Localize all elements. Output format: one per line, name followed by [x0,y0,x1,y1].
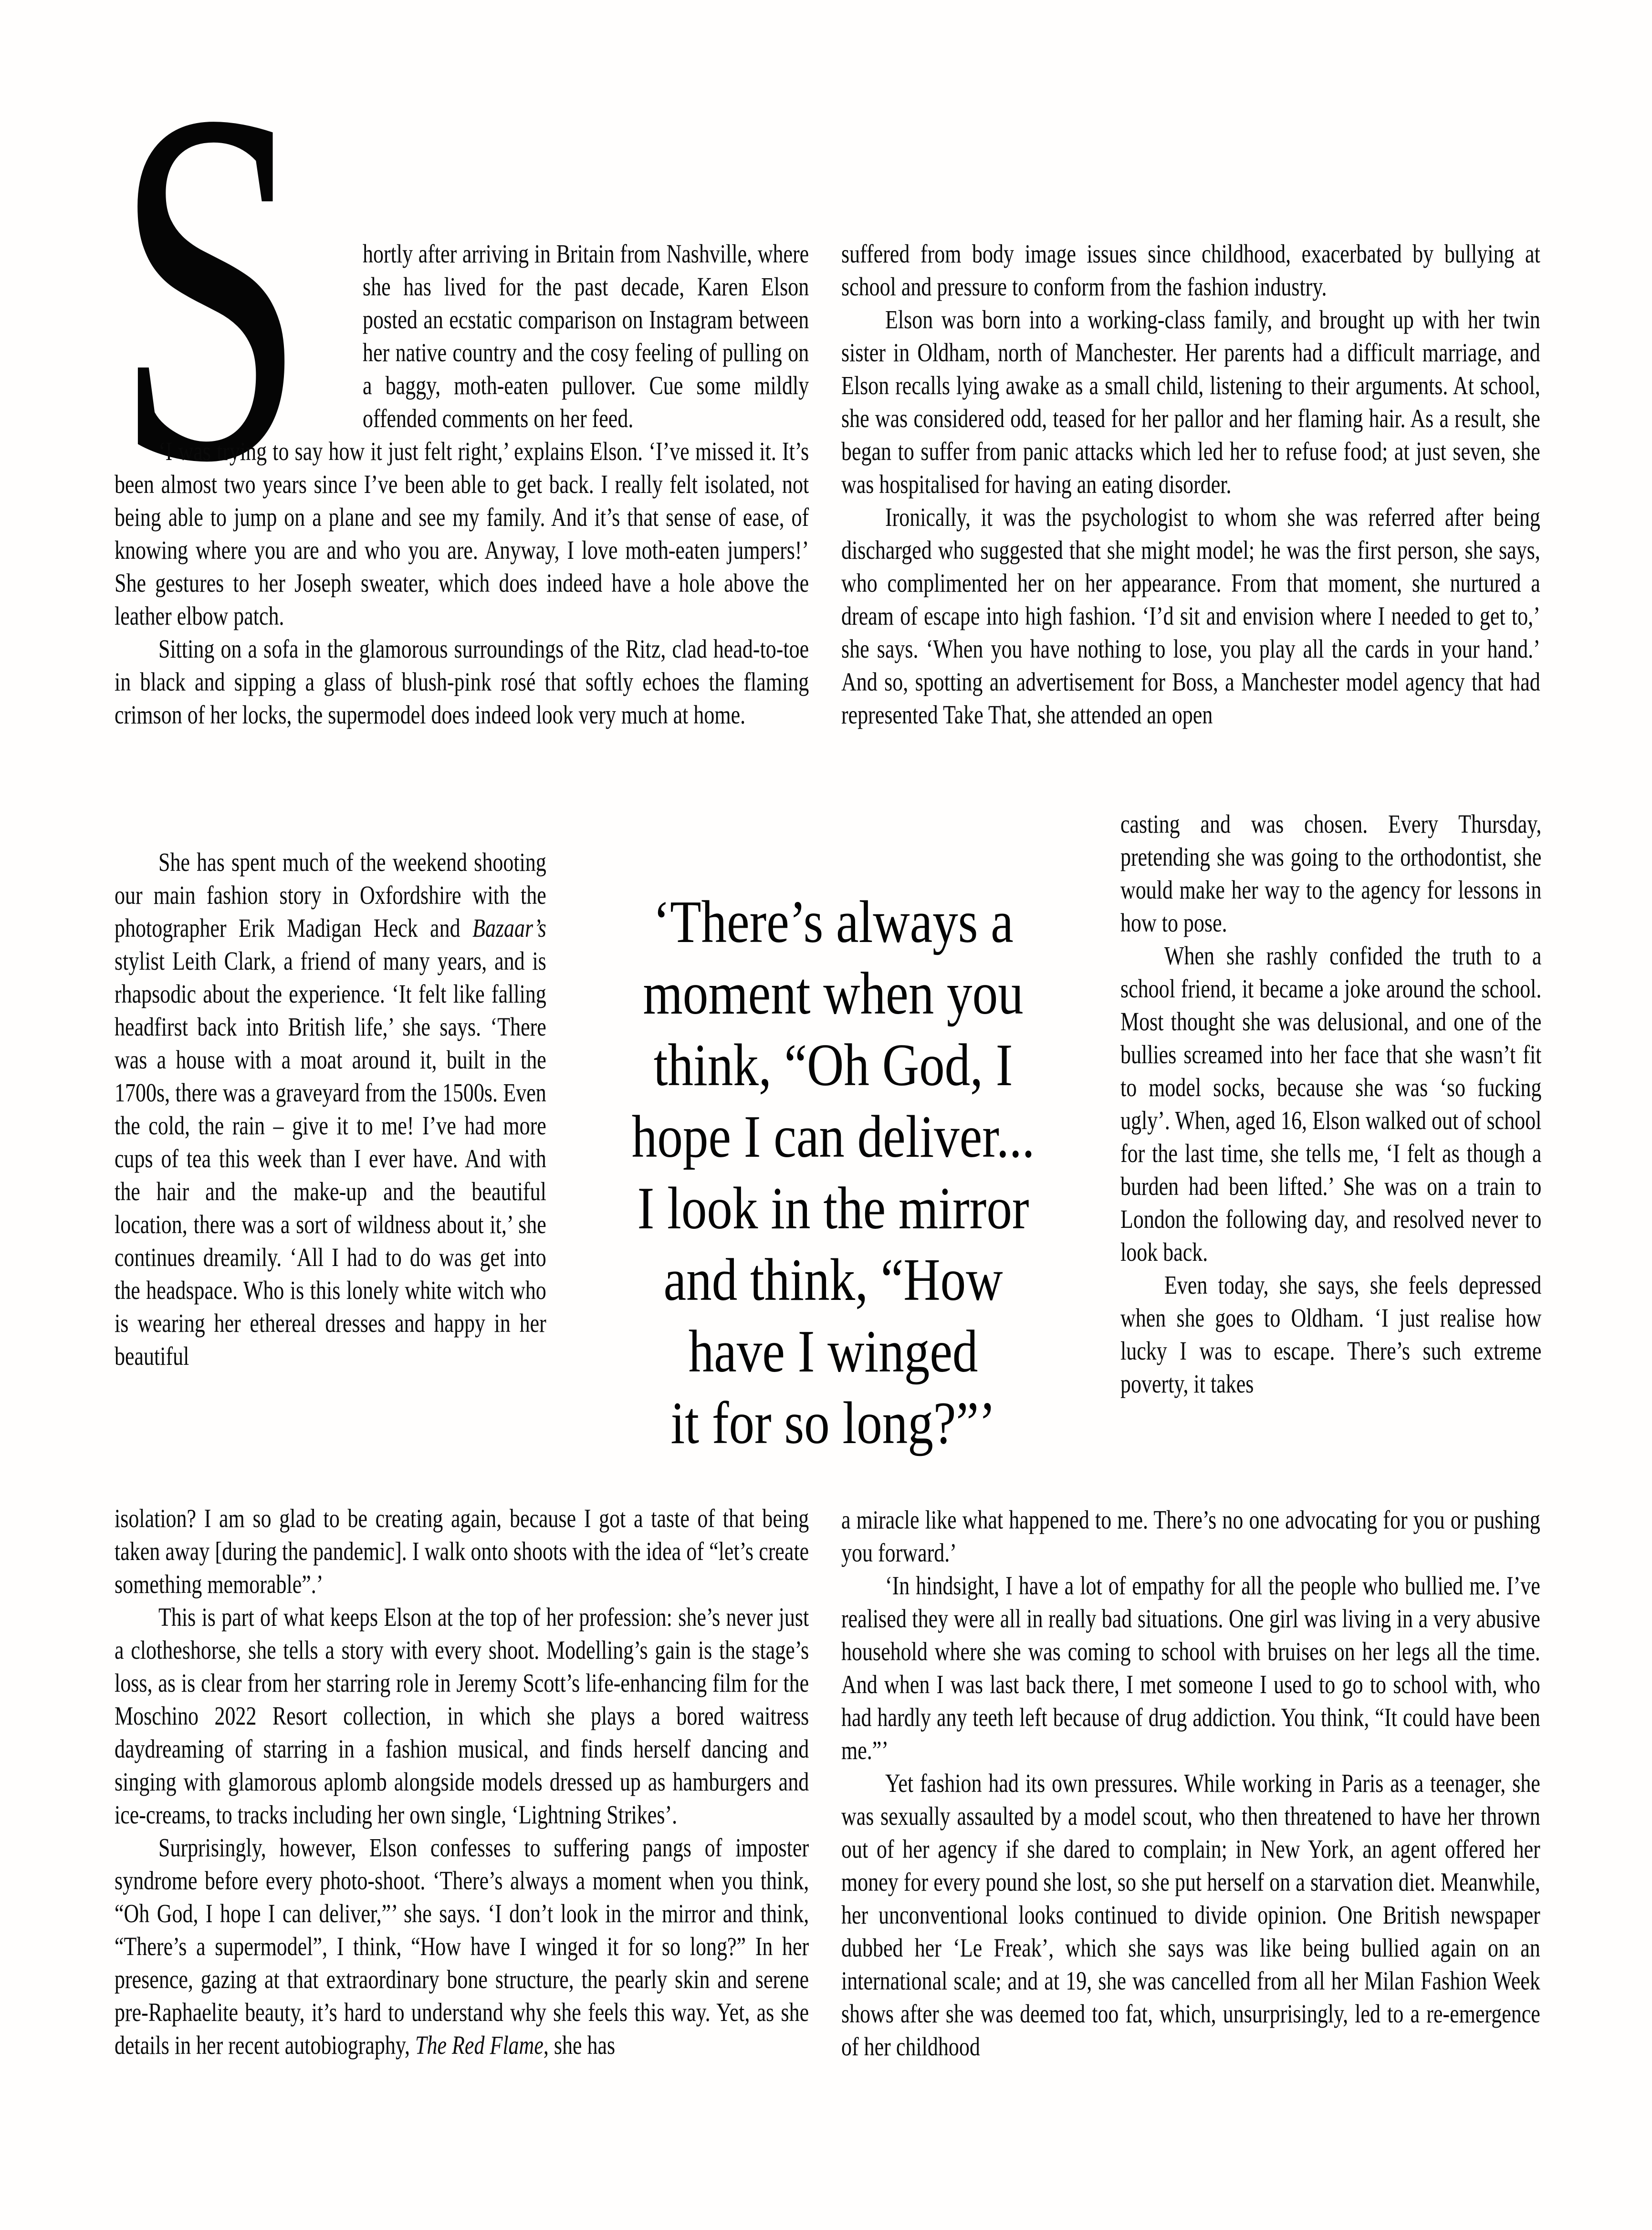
body-text: Even today, she says, she feels depressed when she goes to Oldham. ‘I just realise how lucky I was to escape. There’s such extreme poverty, it takes [1120,1270,1542,1398]
body-paragraph [115,632,809,731]
pull-quote-line: think, “Oh God, I [653,1032,1013,1099]
drop-cap-letter: S [115,6,306,567]
pull-quote-line: I look in the mirror [637,1175,1029,1242]
body-text: Elson was born into a working-class family, and brought up with her twin sister in Oldham, north of Manchester. Her parents had a difficult marriage, and Elson recalls lying awake as a small child, listening to their arguments. At school, she was considered odd, teased for her pallor and her flaming hair. As a result, she began to suffer from panic attacks which led her to refuse food; at just seven, she was hospitalised for having an eating disorder. [841,305,1540,499]
body-paragraph [841,501,1540,731]
article-column-right-bottom [841,1503,1540,2063]
body-text: hortly after arriving in Britain from Nashville, where she has lived for the past decade, Karen Elson posted an ecstatic comparison on Instagram between her native country and the cosy feeling of pulling on a baggy, moth-eaten pullover. Cue some mildly offended comments on her feed. [363,239,809,433]
body-text: This is part of what keeps Elson at the top of her profession: she’s never just a clotheshorse, she tells a story with every shoot. Modelling’s gain is the stage’s loss, as is clear from her starring role in Jeremy Scott’s life-enhancing film for the Moschino 2022 Resort collection, in which she plays a bored waitress daydreaming of starring in a fashion musical, and finds herself dancing and singing with glamorous aplomb alongside models dressed up as hamburgers and ice-creams, to tracks including her own single, ‘Lightning Strikes’. [115,1602,809,1829]
article-column-right-top [841,237,1540,731]
body-text: When she rashly confided the truth to a school friend, it became a joke around the school. Most thought she was delusional, and one of the bullies screamed into her face that she wasn’t fit to model socks, because she was ‘so fucking ugly’. When, aged 16, Elson walked out of school for the last time, she tells me, ‘I felt as though a burden had been lifted.’ She was on a train to London the following day, and resolved never to look back. [1120,941,1542,1267]
body-paragraph [115,237,809,435]
pull-quote-line: hope I can deliver... [631,1104,1035,1170]
body-paragraph [841,303,1540,501]
body-paragraph [115,1601,809,1831]
body-text: Surprisingly, however, Elson confesses to suffering pangs of imposter syndrome before every photo-shoot. ‘There’s always a moment when you think, “Oh God, I hope I can deliver,”’ she says. ‘I don’t look in the mirror and think, “There’s a supermodel”, I think, “How have I winged it for so long?” In her presence, gazing at that extraordinary bone structure, the pearly skin and serene pre-Raphaelite beauty, it’s hard to understand why she feels this way. Yet, as she details in her recent autobiography, [115,1833,809,2060]
body-text: Sitting on a sofa in the glamorous surroundings of the Ritz, clad head-to-toe in black and sipping a glass of blush-pink rosé that softly echoes the flaming crimson of her locks, the supermodel does indeed look very much at home. [115,634,809,729]
body-paragraph [1120,939,1541,1268]
italic-text: Bazaar’s [472,913,546,942]
body-text: isolation? I am so glad to be creating again, because I got a taste of that being taken away [during the pandemic]. I walk onto shoots with the idea of “let’s create something memorable”.’ [115,1504,809,1599]
body-text: She has spent much of the weekend shooting our main fashion story in Oxfordshire with the photographer Erik Madigan Heck and [115,848,546,942]
body-text: Ironically, it was the psychologist to whom she was referred after being discharged who suggested that she might model; he was the first person, she says, who complimented her on her appearance. From that moment, she nurtured a dream of escape into high fashion. ‘I’d sit and envision where I needed to get to,’ she says. ‘When you have nothing to lose, you play all the cards in your hand.’ And so, spotting an advertisement for Boss, a Manchester model agency that had represented Take That, she attended an open [841,503,1540,729]
article-column-right-narrow [1120,807,1541,1400]
article-column-left-narrow [115,846,546,1372]
body-text: suffered from body image issues since childhood, exacerbated by bullying at school and pressure to conform from the fashion industry. [841,239,1540,301]
body-text: Yet fashion had its own pressures. While working in Paris as a teenager, she was sexually assaulted by a model scout, who then threatened to have her thrown out of her agency if she dared to complain; in New York, an agent offered her money for every pound she lost, so she put herself on a starvation diet. Meanwhile, her unconventional looks continued to divide opinion. One British newspaper dubbed her ‘Le Freak’, which she says was like being bullied again on an international scale; and at 19, she was cancelled from all her Milan Fashion Week shows after she was deemed too fat, which, unsurprisingly, led to a re-emergence of her childhood [841,1769,1540,2061]
body-paragraph [115,846,546,1372]
drop-cap-spacer [115,237,363,435]
pull-quote-line: it for so long?”’ [670,1390,996,1456]
pull-quote [555,887,1111,1459]
body-paragraph [1120,1268,1541,1400]
body-text: stylist Leith Clark, a friend of many years, and is rhapsodic about the experience. ‘It felt like falling headfirst back into British life,’ she says. ‘There was a house with a moat around it, built in the 1700s, there was a graveyard from the 1500s. Even the cold, the rain – give it to me! I’ve had more cups of tea this week than I ever have. And with the hair and the make-up and the beautiful location, there was a sort of wildness about it,’ she continues dreamily. ‘All I had to do was get into the headspace. Who is this lonely white witch who is wearing her ethereal dresses and happy in her beautiful [115,946,546,1371]
italic-text: The Red Flame [415,2031,544,2060]
body-text: , she has [543,2031,616,2060]
body-text: a miracle like what happened to me. There’s no one advocating for you or pushing you forward.’ [841,1505,1540,1567]
body-text: casting and was chosen. Every Thursday, pretending she was going to the orthodontist, she would make her way to the agency for lessons in how to pose. [1120,809,1542,937]
pull-quote-line: and think, “How [663,1247,1003,1313]
body-text: ‘I was trying to say how it just felt right,’ explains Elson. ‘I’ve missed it. It’s been almost two years since I’ve been able to get back. I really felt isolated, not being able to jump on a plane and see my family. And it’s that sense of ease, of knowing where you are and who you are. Anyway, I love moth-eaten jumpers!’ She gestures to her Joseph sweater, which does indeed have a hole above the leather elbow patch. [115,437,809,630]
body-paragraph [841,237,1540,303]
body-paragraph [115,435,809,632]
pull-quote-line: ‘There’s always a [653,889,1014,955]
body-paragraph [841,1569,1540,1767]
pull-quote-line: moment when you [643,961,1024,1027]
article-column-left-bottom [115,1502,809,2062]
body-paragraph [115,1502,809,1601]
body-paragraph [841,1767,1540,2063]
pull-quote-line: have I winged [688,1319,978,1385]
body-paragraph [841,1503,1540,1569]
article-column-left-top [115,237,809,731]
body-text: ‘In hindsight, I have a lot of empathy for all the people who bullied me. I’ve realised they were all in really bad situations. One girl was living in a very abusive household where she was coming to school with bruises on her legs all the time. And when I was last back there, I met someone I used to go to school with, who had hardly any teeth left because of drug addiction. You think, “It could have been me.”’ [841,1571,1540,1765]
body-paragraph [1120,807,1541,939]
body-paragraph [115,1831,809,2062]
